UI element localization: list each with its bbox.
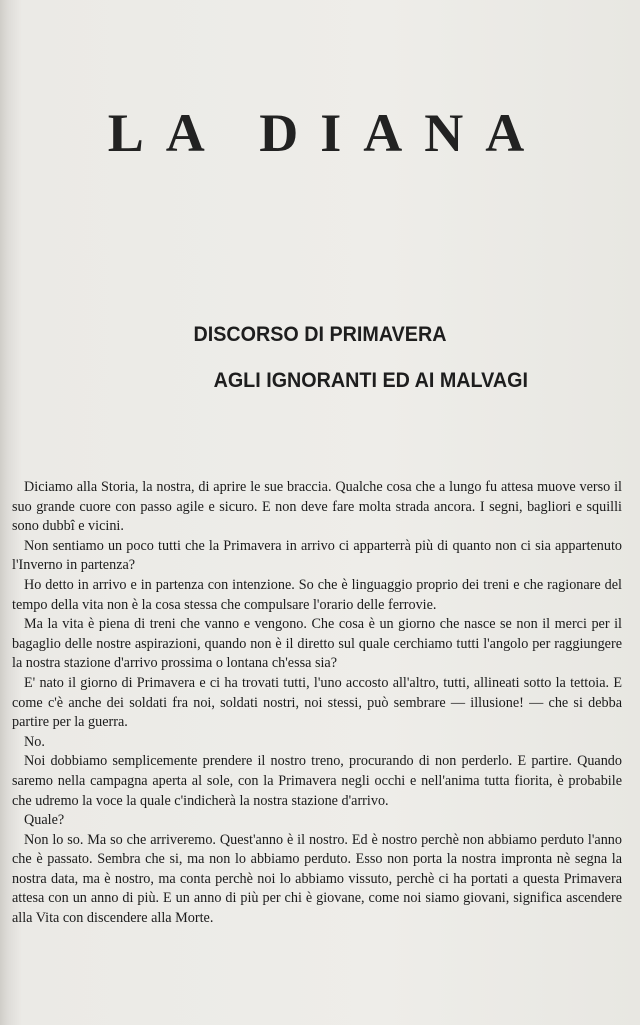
paragraph: No.	[24, 733, 45, 750]
paragraph: Noi dobbiamo semplicemente prendere il nostro treno, procurando di non perderlo. E partire. Quando saremo nella campagna aperta al sole, con la Primavera negli occhi e nell'anima tutta fiorita, è probabile che udremo la voce la quale c'indicherà la nostra stazione d'arrivo.	[12, 753, 622, 809]
question-label: Quale?	[24, 812, 65, 828]
paragraph: Diciamo alla Storia, la nostra, di aprire le sue braccia. Qualche cosa che a lungo fu attesa muove verso il suo grande cuore con passo agile e sicuro. E non deve fare molta strada ancora. I segni, bagliori e squilli sono dubbî e vicini.	[12, 479, 622, 535]
headline-line-1: DISCORSO DI PRIMAVERA	[193, 323, 447, 346]
headline-line-2: AGLI IGNORANTI ED AI MALVAGI	[213, 369, 528, 392]
paragraph: E' nato il giorno di Primavera e ci ha trovati tutti, l'uno accosto all'altro, tutti, allineati sotto la tettoia. E come c'è anche dei soldati fra noi, soldati nostri, noi stessi, può sembrare — illusione! — che si debba partire per la guerra.	[12, 674, 622, 731]
paragraph: Ho detto in arrivo e in partenza con intenzione. So che è linguaggio proprio dei treni e che ragionare del tempo della vita non è la cosa stessa che compulsare l'orario delle ferrovie.	[12, 576, 622, 613]
article-closing	[12, 811, 622, 929]
closing-paragraph: Non lo so. Ma so che arriveremo. Quest'anno è il nostro. Ed è nostro perchè non abbiamo perduto l'anno che è passato. Sembra che si, ma non lo abbiamo perduto. Esso non porta la nostra impronta nè segna la nostra data, ma è nostro, ma conta perchè noi lo abbiamo vissuto, perchè ci ha portati a questa Primavera attesa con un anno di più. E un anno di più per chi è giovane, come noi siamo giovani, significa ascendere alla Vita con discendere alla Morte.	[12, 831, 622, 926]
masthead-title: LA DIANA	[107, 103, 547, 163]
paragraph: Non sentiamo un poco tutti che la Primavera in arrivo ci apparterrà più di quanto non ci sia appartenuto l'Inverno in partenza?	[12, 537, 622, 574]
paragraph: Ma la vita è piena di treni che vanno e vengono. Che cosa è un giorno che nasce se non il merci per il bagaglio delle nostre aspirazioni, quando non è il diretto sul quale cerchiamo tutti l'angolo per raggiungere la nostra stazione d'arrivo prossima o lontana ch'essa sia?	[12, 616, 622, 672]
article-body	[12, 478, 622, 811]
